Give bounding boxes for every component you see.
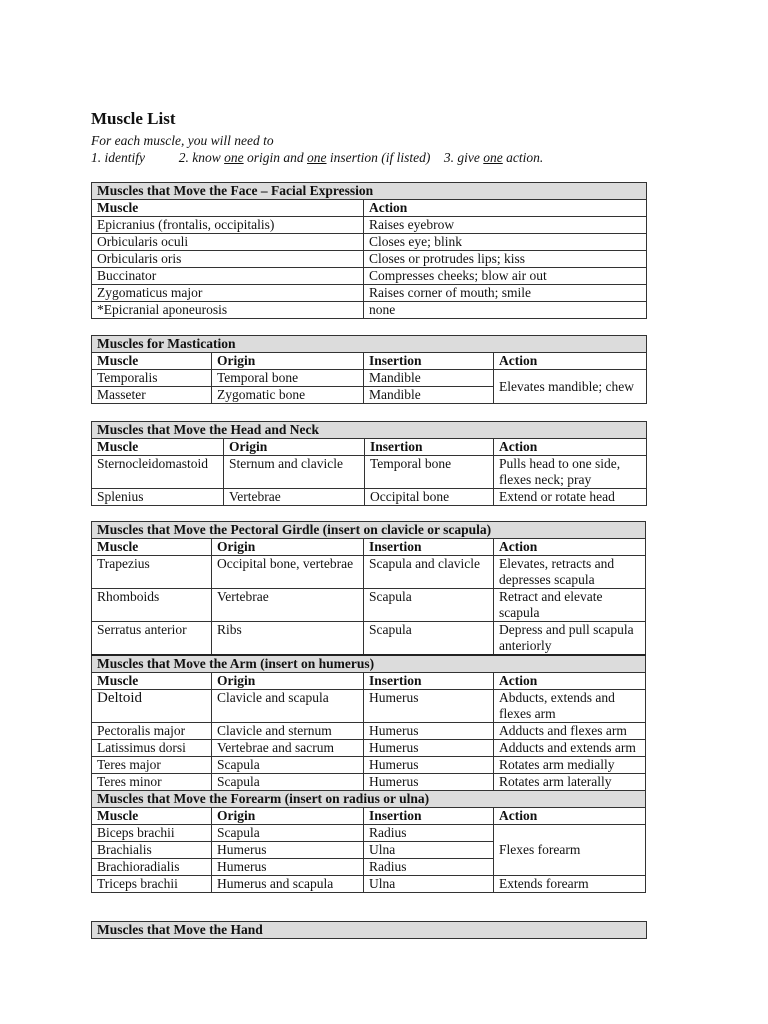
column-header: Muscle [92,200,364,217]
table-row: Orbicularis oris Closes or protrudes lips; kiss [92,251,647,268]
table-header: Muscles that Move the Head and Neck [92,422,647,439]
page-title: Muscle List [91,109,176,128]
table-row: Masseter Zygomatic bone Mandible [92,387,647,404]
table-row: Epicranius (frontalis, occipitalis) Raises eyebrow [92,217,647,234]
table-header: Muscles that Move the Arm (insert on humerus) [92,655,646,673]
table-row: Brachioradialis Humerus Radius [92,859,646,876]
table-row: Rhomboids Vertebrae Scapula Retract and elevate scapula [92,589,646,622]
mastication-table: Muscles for Mastication Muscle Origin Insertion Action Temporalis Temporal bone Mandible Elevates mandible; chew Masseter Zygomatic bone Mandible [91,335,647,404]
table-row: Serratus anterior Ribs Scapula Depress and pull scapula anteriorly [92,622,646,656]
table-row: Splenius Vertebrae Occipital bone Extend or rotate head [92,489,647,506]
table-row: Brachialis Humerus Ulna [92,842,646,859]
table-row: Biceps brachii Scapula Radius Flexes forearm [92,825,646,842]
hand-table [91,921,647,939]
table-header: Muscles for Mastication [92,336,647,353]
intro-steps: 1. identify 2. know one origin and one insertion (if listed) 3. give one action. [91,150,544,165]
table-row: Pectoralis major Clavicle and sternum Humerus Adducts and flexes arm [92,723,646,740]
face-table [91,182,647,319]
table-header: Muscles that Move the Pectoral Girdle (insert on clavicle or scapula) [92,522,646,539]
headneck-table: Muscles that Move the Head and Neck Muscle Origin Insertion Action Sternocleidomastoid Sternum and clavicle Temporal bone Pulls head to one side, flexes neck; pray Splenius Vertebrae Occipital bone Extend or rotate head [91,421,647,506]
limb-table: Muscles that Move the Pectoral Girdle (insert on clavicle or scapula) Muscle Origin Insertion Action Trapezius Occipital bone, vertebrae Scapula and clavicle Elevates, retracts and depresses scapula Rhomboids Vertebrae Scapula Retract and elevate scapula Serratus anterior Ribs Scapula Depress and pull scapula anteriorly Muscles that Move the Arm (insert on humerus) Muscle Origin Insertion Action Deltoid Clavicle and scapula Humerus Abducts, extends and flexes arm Pectoralis major Clavicle and sternum Humerus Adducts and flexes arm Latissimus dorsi Vertebrae and sacrum Humerus Adducts and extends arm Teres major Scapula Humerus Rotates arm medially Teres minor Scapula Humerus Rotates arm laterally Muscles that Move the Forearm (insert on radius or ulna) Muscle Origin Insertion Action Biceps brachii Scapula Radius Flexes forearm Brachialis Humerus Ulna Brachioradialis Humerus Radius Triceps brachii Humerus and scapula Ulna Extends forearm [91,521,646,893]
table-header: Muscles that Move the Forearm (insert on radius or ulna) [92,791,646,808]
table-row: Latissimus dorsi Vertebrae and sacrum Humerus Adducts and extends arm [92,740,646,757]
table-row: Temporalis Temporal bone Mandible Elevates mandible; chew [92,370,647,387]
table-header: Muscles that Move the Face – Facial Expression [92,183,647,200]
column-header: Action [364,200,647,217]
table-row: Deltoid Clavicle and scapula Humerus Abducts, extends and flexes arm [92,690,646,723]
table-header: Muscles that Move the Hand [92,922,647,939]
table-row: Trapezius Occipital bone, vertebrae Scapula and clavicle Elevates, retracts and depresses scapula [92,556,646,589]
table-row: Buccinator Compresses cheeks; blow air out [92,268,647,285]
table-row: Teres minor Scapula Humerus Rotates arm laterally [92,774,646,791]
table-row: Triceps brachii Humerus and scapula Ulna Extends forearm [92,876,646,893]
table-row: Sternocleidomastoid Sternum and clavicle Temporal bone Pulls head to one side, flexes neck; pray [92,456,647,489]
table-row: Teres major Scapula Humerus Rotates arm medially [92,757,646,774]
table-row: *Epicranial aponeurosis none [92,302,647,319]
step-identify: 1. identify [91,150,145,165]
table-row: Zygomaticus major Raises corner of mouth; smile [92,285,647,302]
intro-line: For each muscle, you will need to [91,133,274,148]
table-row: Orbicularis oculi Closes eye; blink [92,234,647,251]
